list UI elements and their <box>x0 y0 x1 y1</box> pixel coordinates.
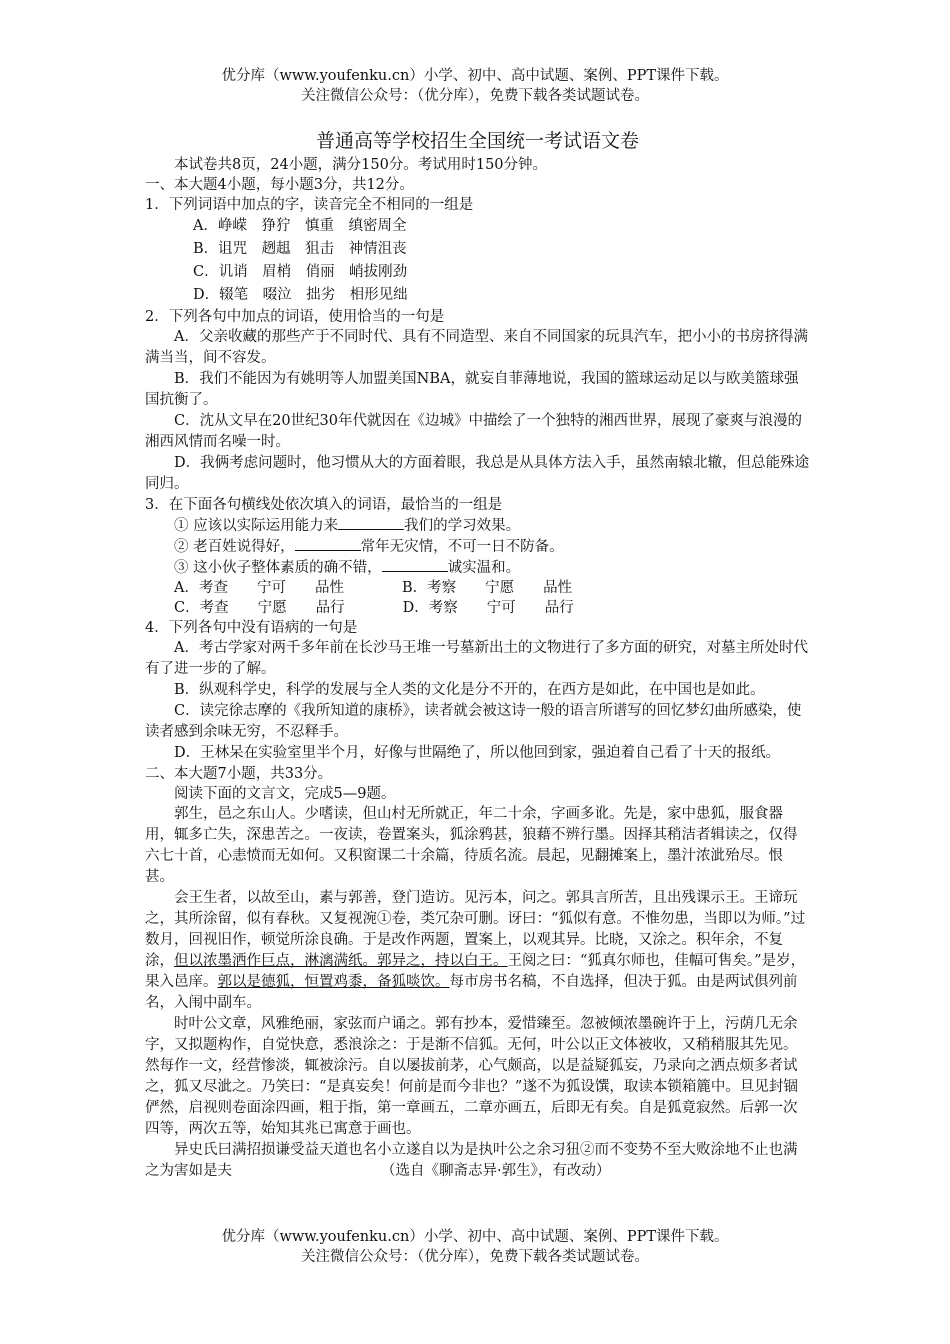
exam-content <box>145 128 810 1182</box>
unpunctuated-commentary: 异史氏曰满招损谦受益天道也名小立遂自以为是执叶公之余习狃②而不变势不至大败涂地不止也满之为害如是夫 <box>145 1142 798 1179</box>
passage-paragraph-3: 时叶公文章，风雅绝丽，家弦而户诵之。郭有抄本，爱惜臻至。忽被倾浓墨碗许于上，污荫几无余字，又拟题构作，自觉快意，悉浪涂之：于是渐不信狐。无何，叶公以正文体被收，又稍稍服其先见。然每作一文，经营惨淡，辄被涂污。自以屡拔前茅，心气颇高，以是益疑狐妄，乃录向之洒点烦多者试之，狐又尽泚之。乃笑曰：“是真妄矣！何前是而今非也？”遂不为狐设馔，取读本锁箱簏中。旦见封锢俨然，启视则卷面涂四画，粗于指，第一章画五，二章亦画五，后即无有矣。自是狐竟寂然。后郭一次四等，两次五等，始知其兆已寓意于画也。 <box>145 1016 798 1137</box>
question-1-stem: 1．下列词语中加点的字，读音完全不相同的一组是 <box>145 197 474 213</box>
question-2-option-a: A．父亲收藏的那些产于不同时代、具有不同造型、来自不同国家的玩具汽车，把小小的书房挤得满满当当，间不容发。 <box>145 329 808 366</box>
sentence-3-text-b: 诚实温和。 <box>447 560 521 576</box>
sentence-1-text-b: 我们的学习效果。 <box>404 518 521 534</box>
question-3-sentence-1 <box>145 515 810 536</box>
reading-instruction: 阅读下面的文言文，完成5—9题。 <box>174 786 396 802</box>
sentence-3-text-a: ③ 这小伙子整体素质的确不错， <box>174 560 382 576</box>
question-3-stem: 3．在下面各句横线处依次填入的词语，最恰当的一组是 <box>145 497 503 513</box>
paragraph-2-text-b: 王阅之曰：“狐真尔师也，佳幅可售矣。”是岁，果入邑庠。 <box>145 953 806 990</box>
blank-line <box>295 536 361 551</box>
header-line-2: 关注微信公众号：（优分库），免费下载各类试题试卷。 <box>301 88 649 104</box>
blank-line <box>382 557 448 572</box>
paragraph-2-text-c: 每市房书名稿，不自选择，但决于狐。由是两试俱列前名，入闱中副车。 <box>145 974 798 1011</box>
question-3-options-cd: C．考查 宁愿 品行 D．考察 宁可 品行 <box>174 600 574 616</box>
sentence-1-text-a: ① 应该以实际运用能力来 <box>174 518 339 534</box>
question-1-option-c: C．讥诮 眉梢 俏丽 峭拔刚劲 <box>193 264 408 280</box>
question-1-option-d: D．辍笔 啜泣 拙劣 相形见绌 <box>193 287 408 303</box>
passage-paragraph-4 <box>145 1140 810 1182</box>
blank-line <box>338 515 404 530</box>
footer-line-2: 关注微信公众号：（优分库），免费下载各类试题试卷。 <box>301 1249 649 1265</box>
underlined-sentence-2: 郭以是德狐，恒置鸡黍，备狐啖饮。 <box>217 974 450 990</box>
question-2-stem: 2．下列各句中加点的词语，使用恰当的一句是 <box>145 309 445 325</box>
source-citation: （选自《聊斋志异·郭生》，有改动） <box>381 1163 611 1179</box>
question-1-option-a: A．峥嵘 狰狞 慎重 缜密周全 <box>193 218 407 234</box>
page-title: 普通高等学校招生全国统一考试语文卷 <box>315 130 639 152</box>
paragraph-2-text-a: 会王生者，以故至山，素与郭善，登门造访。见污本，问之。郭具言所苦，且出残课示王。王谛玩之，其所涂留，似有春秋。又复视涴①卷，类冗杂可删。讶曰：“狐似有意。不惟勿患，当即以为师。”过数月，回视旧作，顿觉所涂良确。于是改作两题，置案上，以观其异。比晓，又涂之。积年余，不复涂， <box>145 890 806 969</box>
question-4-stem: 4．下列各句中没有语病的一句是 <box>145 620 358 636</box>
question-2-option-c: C．沈从文早在20世纪30年代就因在《边城》中描绘了一个独特的湘西世界，展现了豪爽与浪漫的湘西风情而名噪一时。 <box>145 413 802 450</box>
question-3-sentence-3 <box>145 557 810 578</box>
header-line-1: 优分库（www.youfenku.cn）小学、初中、高中试题、案例、PPT课件下载。 <box>221 68 729 84</box>
question-4-option-b: B．纵观科学史，科学的发展与全人类的文化是分不开的，在西方是如此，在中国也是如此。 <box>174 682 765 698</box>
underlined-sentence-1: 但以浓墨洒作巨点，淋漓满纸。郭异之，持以白王。 <box>174 953 508 969</box>
section-2-heading: 二、本大题7小题，共33分。 <box>145 766 333 782</box>
question-4-option-a: A．考古学家对两千多年前在长沙马王堆一号墓新出土的文物进行了多方面的研究，对墓主所处时代有了进一步的了解。 <box>145 640 808 677</box>
question-3-options-ab: A．考查 宁可 品性 B．考察 宁愿 品性 <box>174 580 573 596</box>
sentence-2-text-a: ② 老百姓说得好， <box>174 539 295 555</box>
question-4-option-d: D．王林呆在实验室里半个月，好像与世隔绝了，所以他回到家，强迫着自己看了十天的报纸。 <box>174 745 781 761</box>
footer-line-1: 优分库（www.youfenku.cn）小学、初中、高中试题、案例、PPT课件下载。 <box>221 1229 729 1245</box>
question-2-option-b: B．我们不能因为有姚明等人加盟美国NBA，就妄自菲薄地说，我国的篮球运动足以与欧美篮球强国抗衡了。 <box>145 371 799 408</box>
page-header <box>0 66 950 106</box>
section-1-heading: 一、本大题4小题，每小题3分，共12分。 <box>145 177 414 193</box>
page-footer <box>0 1227 950 1267</box>
sentence-2-text-b: 常年无灾情，不可一日不防备。 <box>360 539 564 555</box>
passage-paragraph-2 <box>145 888 810 1014</box>
question-2-option-d: D．我俩考虑问题时，他习惯从大的方面着眼，我总是从具体方法入手，虽然南辕北辙，但总能殊途同归。 <box>145 455 810 492</box>
question-3-sentence-2 <box>145 536 810 557</box>
question-1-option-b: B．诅咒 趔趄 狙击 神情沮丧 <box>193 241 407 257</box>
exam-intro: 本试卷共8页，24小题，满分150分。考试用时150分钟。 <box>174 157 548 173</box>
passage-paragraph-1: 郭生，邑之东山人。少嗜读，但山村无所就正，年二十余，字画多讹。先是，家中患狐，服食器用，辄多亡失，深患苦之。一夜读，卷置案头，狐涂鸦甚，狼藉不辨行墨。因择其稍洁者辑读之，仅得六七十首，心恚愤而无如何。又积窗课二十余篇，待质名流。晨起，见翻摊案上，墨汁浓泚殆尽。恨甚。 <box>145 806 798 885</box>
question-4-option-c: C．读完徐志摩的《我所知道的康桥》，读者就会被这诗一般的语言所谱写的回忆梦幻曲所感染，使读者感到余味无穷，不忍释手。 <box>145 703 802 740</box>
